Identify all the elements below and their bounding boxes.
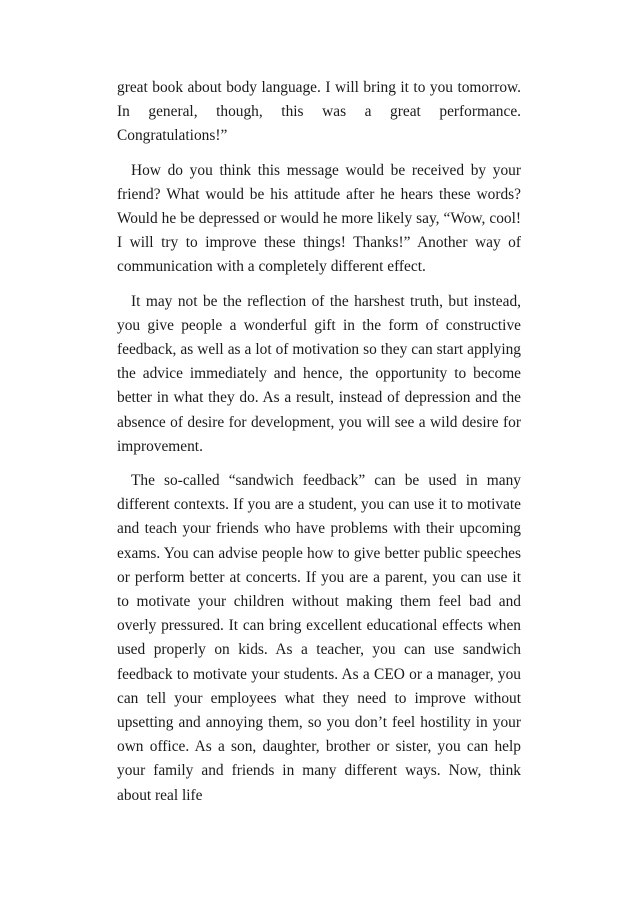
- paragraph-continuation: great book about body language. I will bring it to you tomorrow. In general, though, this was a great performance. Congratulations!”: [117, 79, 521, 145]
- page-text-body: [117, 76, 521, 818]
- paragraph-sandwich-feedback: The so-called “sandwich feedback” can be used in many different contexts. If you are a student, you can use it to motivate and teach your friends who have problems with their upcoming exams. You can advise people how to give better public speeches or perform better at concerts. If you are a parent, you can use it to motivate your children without making them feel bad and overly pressured. It can bring excellent educational effects when used properly on kids. As a teacher, you can use sandwich feedback to motivate your students. As a CEO or a manager, you can tell your employees what they need to improve without upsetting and annoying them, so you don’t feel hostility in your own office. As a son, daughter, brother or sister, you can help your family and friends in many different ways. Now, think about real life: [117, 472, 521, 804]
- paragraph-message-reception: How do you think this message would be received by your friend? What would be his attitude after he hears these words? Would he be depressed or would he more likely say, “Wow, cool! I will try to improve these things! Thanks!” Another way of communication with a completely different effect.: [117, 161, 521, 276]
- paragraph-constructive-feedback: It may not be the reflection of the harshest truth, but instead, you give people a wonderful gift in the form of constructive feedback, as well as a lot of motivation so they can start applying the advice immediately and hence, the opportunity to become better in what they do. As a result, instead of depression and the absence of desire for development, you will see a wild desire for improvement.: [117, 292, 521, 455]
